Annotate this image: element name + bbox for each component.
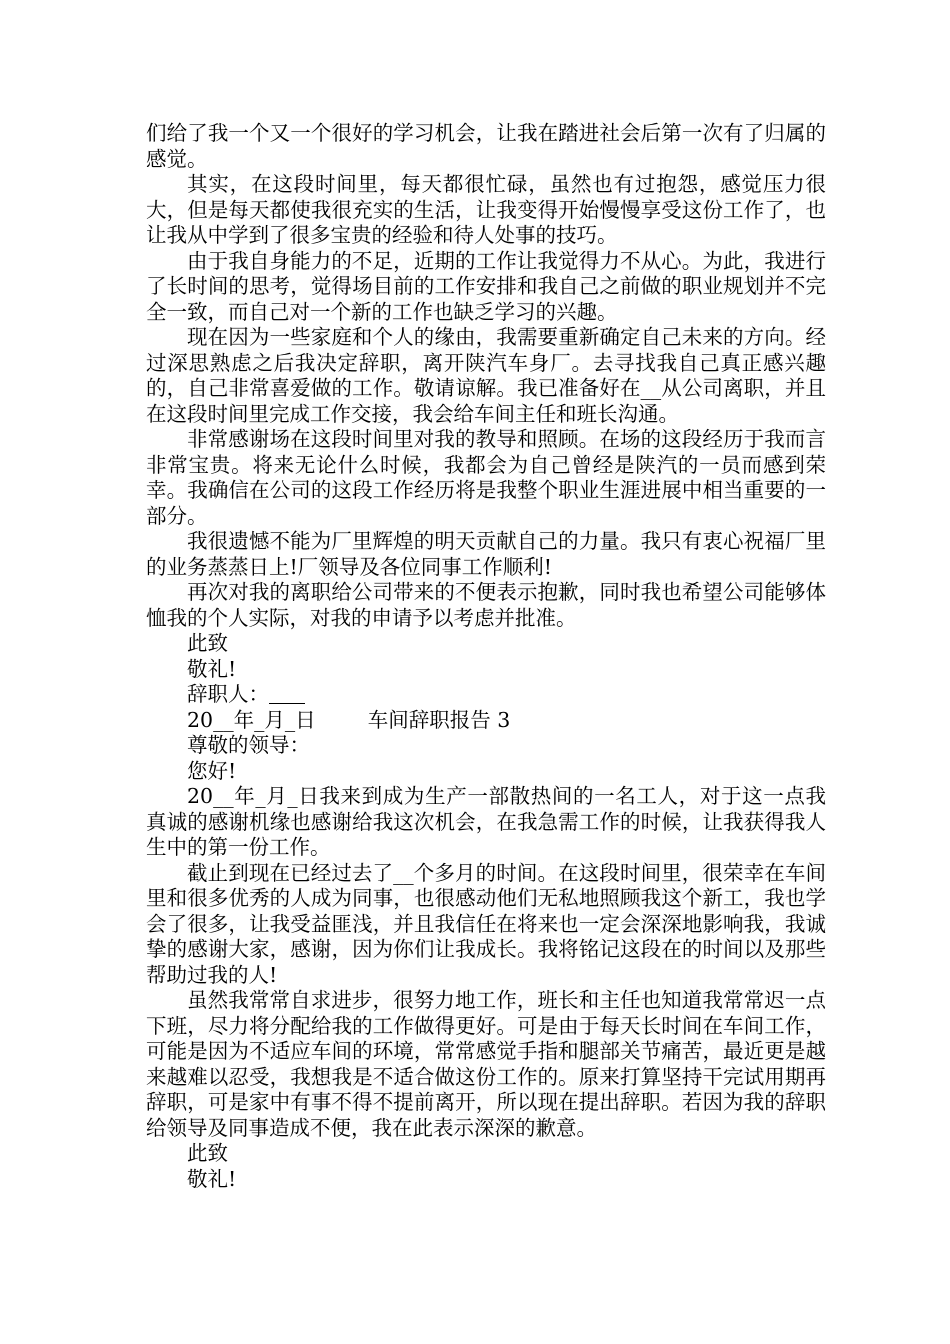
paragraph-reason: 现在因为一些家庭和个人的缘由，我需要重新确定自己未来的方向。经过深思熟虑之后我决定辞职，离开陕汽车身厂。去寻找我自己真正感兴趣的，自己非常喜爱做的工作。敬请谅解。我已准备好在__从公司离职，并且在这段时间里完成工作交接，我会给车间主任和班长沟通。 (146, 325, 826, 426)
paragraph-thanks: 非常感谢场在这段时间里对我的教导和照顾。在场的这段经历于我而言非常宝贵。将来无论什么时候，我都会为自己曾经是陕汽的一员而感到荣幸。我确信在公司的这段工作经历将是我整个职业生涯进展中相当重要的一部分。 (146, 427, 826, 528)
salute-line-2: 敬礼! (187, 1166, 237, 1191)
paragraph-regret: 我很遗憾不能为厂里辉煌的明天贡献自己的力量。我只有衷心祝福厂里的业务蒸蒸日上!厂领导及各位同事工作顺利! (146, 529, 826, 579)
paragraph-continuation: 们给了我一个又一个很好的学习机会，让我在踏进社会后第一次有了归属的感觉。 (146, 121, 826, 171)
signer-label: 辞职人： (187, 682, 269, 706)
salute-line: 敬礼! (187, 656, 237, 681)
paragraph-health: 虽然我常常自求进步，很努力地工作，班长和主任也知道我常常迟一点下班，尽力将分配给我的工作做得更好。可是由于每天长时间在车间工作，可能是因为不适应车间的环境，常常感觉手指和腿部关节痛苦，最近更是越来越难以忍受，我想我是不适合做这份工作的。原来打算坚持干完试用期再辞职，可是家中有事不得不提前离开，所以现在提出辞职。若因为我的辞职给领导及同事造成不便，我在此表示深深的歉意。 (146, 988, 826, 1140)
signer-line (146, 682, 826, 708)
paragraph-colleagues: 截止到现在已经过去了__个多月的时间。在这段时间里，很荣幸在车间里和很多优秀的人成为同事，也很感动他们无私地照顾我这个新工，我也学会了很多，让我受益匪浅，并且我信任在将来也一定会深深地影响我，我诚挚的感谢大家，感谢，因为你们让我成长。我将铭记这段在的时间以及那些帮助过我的人! (146, 860, 826, 987)
paragraph-start-date: 20__年_月_日我来到成为生产一部散热间的一名工人，对于这一点我真诚的感谢机缘也感谢给我这次机会，在我急需工作的时候，让我获得我人生中的第一份工作。 (146, 784, 826, 859)
section-title: 车间辞职报告 3 (367, 707, 511, 732)
date-and-title-line (146, 708, 826, 734)
signature-blank (269, 683, 305, 705)
greeting-hello: 您好! (187, 758, 237, 783)
paragraph-busy-work: 其实，在这段时间里，每天都很忙碌，虽然也有过抱怨，感觉压力很大，但是每天都使我很充实的生活，让我变得开始慢慢享受这份工作了，也让我从中学到了很多宝贵的经验和待人处事的技巧。 (146, 172, 826, 247)
greeting-recipient: 尊敬的领导： (187, 733, 310, 757)
date-line: 20__年_月_日 (187, 707, 316, 732)
closing-line: 此致 (187, 631, 228, 655)
letter-body (146, 121, 826, 1192)
paragraph-ability: 由于我自身能力的不足，近期的工作让我觉得力不从心。为此，我进行了长时间的思考，觉得场目前的工作安排和我自己之前做的职业规划并不完全一致，而自己对一个新的工作也缺乏学习的兴趣。 (146, 248, 826, 324)
closing-line-2: 此致 (187, 1141, 228, 1165)
paragraph-apology: 再次对我的离职给公司带来的不便表示抱歉，同时我也希望公司能够体恤我的个人实际，对我的申请予以考虑并批准。 (146, 580, 826, 630)
